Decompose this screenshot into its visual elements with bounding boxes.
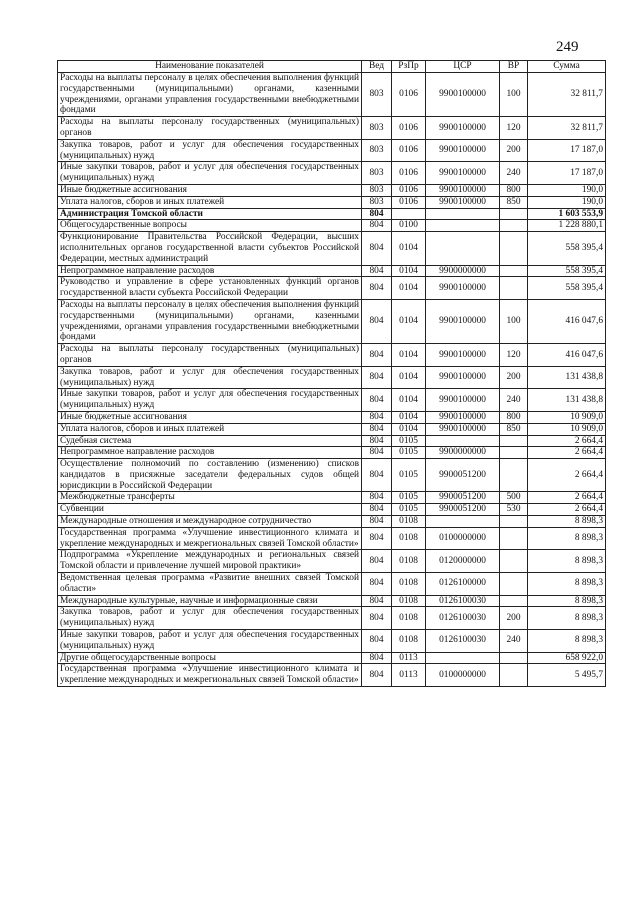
cell-name: Закупка товаров, работ и услуг для обеспечения государственных (муниципальных) нужд	[58, 139, 362, 162]
cell-ved: 804	[362, 459, 392, 492]
cell-name: Иные закупки товаров, работ и услуг для обеспечения государственных (муниципальных) нужд	[58, 162, 362, 185]
cell-ved: 803	[362, 139, 392, 162]
cell-name: Судебная система	[58, 435, 362, 447]
cell-sum: 5 495,7	[528, 664, 606, 687]
cell-rzpr: 0104	[392, 423, 426, 435]
cell-name: Уплата налогов, сборов и иных платежей	[58, 423, 362, 435]
table-row	[58, 196, 606, 208]
cell-vr	[500, 435, 528, 447]
table-row	[58, 344, 606, 367]
cell-vr: 500	[500, 492, 528, 504]
cell-csr: 0100000000	[426, 527, 500, 550]
cell-rzpr: 0108	[392, 516, 426, 528]
cell-vr	[500, 527, 528, 550]
cell-rzpr: 0108	[392, 630, 426, 653]
cell-ved: 804	[362, 607, 392, 630]
cell-csr	[426, 208, 500, 220]
cell-rzpr: 0108	[392, 607, 426, 630]
cell-rzpr: 0106	[392, 196, 426, 208]
cell-name: Международные культурные, научные и информационные связи	[58, 595, 362, 607]
cell-name: Закупка товаров, работ и услуг для обеспечения государственных (муниципальных) нужд	[58, 366, 362, 389]
page-number: 249	[556, 39, 579, 55]
cell-csr: 9900051200	[426, 492, 500, 504]
cell-rzpr: 0104	[392, 366, 426, 389]
cell-rzpr: 0104	[392, 344, 426, 367]
cell-name: Администрация Томской области	[58, 208, 362, 220]
cell-sum: 8 898,3	[528, 527, 606, 550]
cell-rzpr: 0113	[392, 652, 426, 664]
cell-sum: 1 228 880,1	[528, 220, 606, 232]
cell-ved: 804	[362, 573, 392, 596]
cell-vr	[500, 277, 528, 300]
cell-rzpr: 0105	[392, 459, 426, 492]
cell-csr: 9900051200	[426, 504, 500, 516]
cell-rzpr: 0104	[392, 277, 426, 300]
cell-vr	[500, 265, 528, 277]
cell-name: Непрограммное направление расходов	[58, 447, 362, 459]
cell-sum: 558 395,4	[528, 232, 606, 265]
table-row	[58, 607, 606, 630]
cell-sum: 8 898,3	[528, 516, 606, 528]
cell-name: Государственная программа «Улучшение инвестиционного климата и укрепление международных и межрегиональных связей Томской области»	[58, 664, 362, 687]
cell-ved: 804	[362, 492, 392, 504]
cell-sum: 8 898,3	[528, 607, 606, 630]
cell-rzpr: 0106	[392, 184, 426, 196]
table-row	[58, 435, 606, 447]
cell-rzpr: 0113	[392, 664, 426, 687]
cell-sum: 8 898,3	[528, 573, 606, 596]
cell-rzpr: 0100	[392, 220, 426, 232]
cell-sum: 17 187,0	[528, 162, 606, 185]
cell-sum: 2 664,4	[528, 459, 606, 492]
cell-ved: 804	[362, 504, 392, 516]
cell-csr: 9900100000	[426, 196, 500, 208]
cell-ved: 804	[362, 435, 392, 447]
cell-sum: 17 187,0	[528, 139, 606, 162]
cell-sum: 416 047,6	[528, 344, 606, 367]
cell-csr: 9900051200	[426, 459, 500, 492]
cell-csr: 0126100030	[426, 630, 500, 653]
cell-vr: 200	[500, 366, 528, 389]
cell-rzpr: 0105	[392, 504, 426, 516]
cell-csr: 9900100000	[426, 184, 500, 196]
cell-vr: 800	[500, 411, 528, 423]
cell-vr	[500, 208, 528, 220]
cell-name: Уплата налогов, сборов и иных платежей	[58, 196, 362, 208]
cell-rzpr: 0108	[392, 527, 426, 550]
cell-name: Закупка товаров, работ и услуг для обеспечения государственных (муниципальных) нужд	[58, 607, 362, 630]
cell-vr: 200	[500, 139, 528, 162]
cell-csr: 0126100000	[426, 573, 500, 596]
cell-name: Расходы на выплаты персоналу государственных (муниципальных) органов	[58, 117, 362, 140]
cell-rzpr: 0105	[392, 447, 426, 459]
cell-sum: 190,0	[528, 196, 606, 208]
table-row	[58, 232, 606, 265]
cell-sum: 190,0	[528, 184, 606, 196]
cell-sum: 2 664,4	[528, 435, 606, 447]
table-body	[58, 73, 606, 687]
cell-ved: 804	[362, 652, 392, 664]
cell-csr	[426, 652, 500, 664]
table-row	[58, 265, 606, 277]
cell-csr: 9900000000	[426, 447, 500, 459]
cell-name: Иные бюджетные ассигнования	[58, 411, 362, 423]
cell-ved: 804	[362, 220, 392, 232]
cell-csr	[426, 516, 500, 528]
cell-vr: 850	[500, 423, 528, 435]
cell-ved: 804	[362, 208, 392, 220]
cell-vr	[500, 459, 528, 492]
cell-vr	[500, 516, 528, 528]
cell-csr: 9900100000	[426, 139, 500, 162]
cell-name: Осуществление полномочий по составлению (изменению) списков кандидатов в присяжные заседатели федеральных судов общей юрисдикции в Российской Федерации	[58, 459, 362, 492]
cell-rzpr: 0108	[392, 550, 426, 573]
cell-vr	[500, 232, 528, 265]
cell-vr: 120	[500, 344, 528, 367]
cell-rzpr	[392, 208, 426, 220]
cell-ved: 803	[362, 196, 392, 208]
cell-csr: 0120000000	[426, 550, 500, 573]
cell-name: Руководство и управление в сфере установленных функций органов государственной власти субъекта Российской Федерации	[58, 277, 362, 300]
cell-name: Расходы на выплаты персоналу в целях обеспечения выполнения функций государственными (муниципальными) органами, казенными учреждениями, органами управления государственными внебюджетными фондами	[58, 73, 362, 117]
table-row	[58, 389, 606, 412]
table-row	[58, 652, 606, 664]
cell-name: Межбюджетные трансферты	[58, 492, 362, 504]
table-row	[58, 459, 606, 492]
header-csr: ЦСР	[426, 61, 500, 73]
cell-ved: 803	[362, 73, 392, 117]
table-row	[58, 299, 606, 343]
cell-vr	[500, 220, 528, 232]
cell-sum: 2 664,4	[528, 492, 606, 504]
cell-ved: 804	[362, 344, 392, 367]
cell-vr: 240	[500, 162, 528, 185]
cell-vr: 850	[500, 196, 528, 208]
cell-name: Расходы на выплаты персоналу в целях обеспечения выполнения функций государственными (муниципальными) органами, казенными учреждениями, органами управления государственными внебюджетными фондами	[58, 299, 362, 343]
cell-sum: 658 922,0	[528, 652, 606, 664]
cell-name: Иные бюджетные ассигнования	[58, 184, 362, 196]
cell-ved: 804	[362, 550, 392, 573]
cell-csr: 9900000000	[426, 265, 500, 277]
cell-sum: 8 898,3	[528, 550, 606, 573]
cell-name: Ведомственная целевая программа «Развитие внешних связей Томской области»	[58, 573, 362, 596]
cell-rzpr: 0104	[392, 411, 426, 423]
table-row	[58, 277, 606, 300]
cell-vr: 240	[500, 389, 528, 412]
table-row	[58, 630, 606, 653]
cell-csr: 9900100000	[426, 423, 500, 435]
cell-vr	[500, 595, 528, 607]
cell-ved: 804	[362, 265, 392, 277]
cell-csr	[426, 232, 500, 265]
cell-vr	[500, 664, 528, 687]
cell-rzpr: 0108	[392, 573, 426, 596]
cell-csr: 9900100000	[426, 299, 500, 343]
cell-sum: 131 438,8	[528, 389, 606, 412]
cell-name: Иные закупки товаров, работ и услуг для обеспечения государственных (муниципальных) нужд	[58, 630, 362, 653]
cell-csr: 0100000000	[426, 664, 500, 687]
cell-ved: 804	[362, 366, 392, 389]
cell-csr	[426, 435, 500, 447]
cell-rzpr: 0106	[392, 139, 426, 162]
cell-csr: 9900100000	[426, 73, 500, 117]
cell-csr: 9900100000	[426, 366, 500, 389]
cell-csr: 0126100030	[426, 595, 500, 607]
budget-table	[57, 60, 606, 687]
cell-sum: 416 047,6	[528, 299, 606, 343]
cell-ved: 804	[362, 277, 392, 300]
cell-sum: 32 811,7	[528, 73, 606, 117]
cell-vr: 120	[500, 117, 528, 140]
cell-ved: 803	[362, 162, 392, 185]
cell-sum: 2 664,4	[528, 504, 606, 516]
cell-rzpr: 0105	[392, 492, 426, 504]
table-row	[58, 595, 606, 607]
header-rzpr: РзПр	[392, 61, 426, 73]
table-row	[58, 117, 606, 140]
table-header-row	[58, 61, 606, 73]
cell-vr	[500, 447, 528, 459]
cell-sum: 2 664,4	[528, 447, 606, 459]
table-row	[58, 573, 606, 596]
cell-sum: 1 603 553,9	[528, 208, 606, 220]
cell-rzpr: 0105	[392, 435, 426, 447]
cell-rzpr: 0106	[392, 162, 426, 185]
cell-name: Государственная программа «Улучшение инвестиционного климата и укрепление международных и межрегиональных связей Томской области»	[58, 527, 362, 550]
cell-sum: 558 395,4	[528, 277, 606, 300]
cell-ved: 804	[362, 389, 392, 412]
cell-rzpr: 0108	[392, 595, 426, 607]
cell-name: Международные отношения и международное сотрудничество	[58, 516, 362, 528]
cell-csr: 9900100000	[426, 162, 500, 185]
table-row	[58, 492, 606, 504]
cell-csr: 0126100030	[426, 607, 500, 630]
table-row	[58, 411, 606, 423]
cell-csr: 9900100000	[426, 277, 500, 300]
table-row	[58, 162, 606, 185]
cell-csr	[426, 220, 500, 232]
table-row	[58, 516, 606, 528]
cell-ved: 804	[362, 447, 392, 459]
cell-sum: 32 811,7	[528, 117, 606, 140]
cell-sum: 10 909,0	[528, 411, 606, 423]
cell-csr: 9900100000	[426, 344, 500, 367]
cell-ved: 804	[362, 595, 392, 607]
cell-name: Другие общегосударственные вопросы	[58, 652, 362, 664]
cell-rzpr: 0106	[392, 73, 426, 117]
table-row	[58, 504, 606, 516]
table-row	[58, 550, 606, 573]
cell-name: Подпрограмма «Укрепление международных и региональных связей Томской области и привлечение лучшей мировой практики»	[58, 550, 362, 573]
cell-name: Расходы на выплаты персоналу государственных (муниципальных) органов	[58, 344, 362, 367]
table-row	[58, 527, 606, 550]
cell-vr: 800	[500, 184, 528, 196]
cell-vr	[500, 573, 528, 596]
table-row	[58, 208, 606, 220]
header-vr: ВР	[500, 61, 528, 73]
cell-sum: 131 438,8	[528, 366, 606, 389]
table-row	[58, 73, 606, 117]
header-ved: Вед	[362, 61, 392, 73]
cell-sum: 8 898,3	[528, 630, 606, 653]
cell-ved: 804	[362, 630, 392, 653]
cell-csr: 9900100000	[426, 117, 500, 140]
cell-ved: 803	[362, 184, 392, 196]
cell-rzpr: 0104	[392, 265, 426, 277]
table-row	[58, 447, 606, 459]
cell-name: Общегосударственные вопросы	[58, 220, 362, 232]
table-row	[58, 184, 606, 196]
cell-ved: 804	[362, 299, 392, 343]
cell-name: Субвенции	[58, 504, 362, 516]
cell-sum: 8 898,3	[528, 595, 606, 607]
cell-ved: 803	[362, 117, 392, 140]
table-row	[58, 664, 606, 687]
table-row	[58, 366, 606, 389]
cell-csr: 9900100000	[426, 411, 500, 423]
cell-sum: 558 395,4	[528, 265, 606, 277]
cell-rzpr: 0104	[392, 299, 426, 343]
cell-rzpr: 0104	[392, 389, 426, 412]
cell-ved: 804	[362, 516, 392, 528]
cell-ved: 804	[362, 423, 392, 435]
cell-name: Иные закупки товаров, работ и услуг для обеспечения государственных (муниципальных) нужд	[58, 389, 362, 412]
cell-sum: 10 909,0	[528, 423, 606, 435]
cell-vr: 100	[500, 299, 528, 343]
cell-csr: 9900100000	[426, 389, 500, 412]
cell-ved: 804	[362, 527, 392, 550]
header-sum: Сумма	[528, 61, 606, 73]
cell-rzpr: 0106	[392, 117, 426, 140]
cell-vr: 530	[500, 504, 528, 516]
cell-vr	[500, 652, 528, 664]
table-row	[58, 139, 606, 162]
cell-vr: 200	[500, 607, 528, 630]
table-row	[58, 220, 606, 232]
cell-vr	[500, 550, 528, 573]
cell-ved: 804	[362, 411, 392, 423]
cell-name: Непрограммное направление расходов	[58, 265, 362, 277]
table-row	[58, 423, 606, 435]
header-name: Наименование показателей	[58, 61, 362, 73]
cell-vr: 240	[500, 630, 528, 653]
cell-rzpr: 0104	[392, 232, 426, 265]
cell-vr: 100	[500, 73, 528, 117]
cell-ved: 804	[362, 232, 392, 265]
cell-name: Функционирование Правительства Российской Федерации, высших исполнительных органов государственной власти субъектов Российской Федерации, местных администраций	[58, 232, 362, 265]
cell-ved: 804	[362, 664, 392, 687]
